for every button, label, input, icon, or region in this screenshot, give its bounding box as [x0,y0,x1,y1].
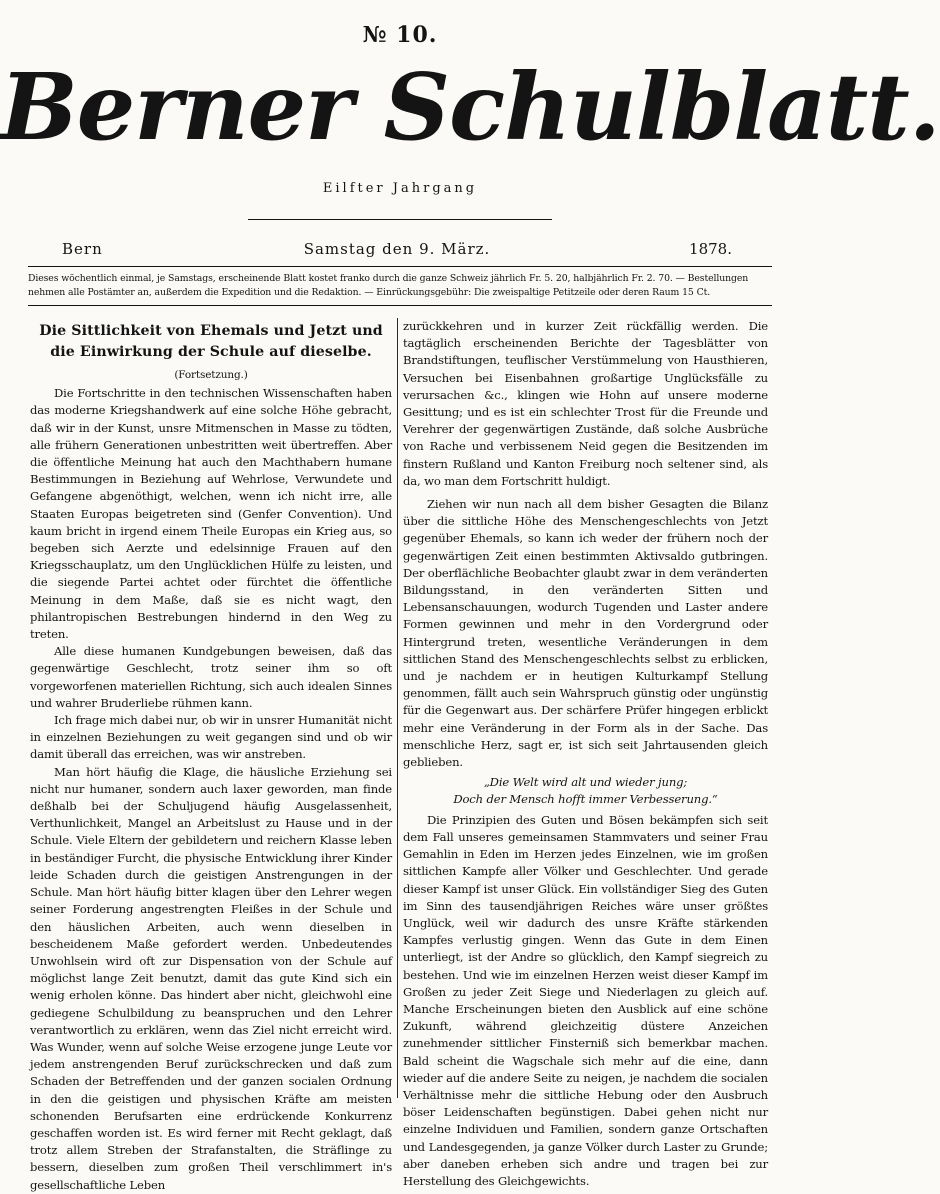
verse-line: „Die Welt wird alt und wieder jung; [483,775,688,790]
verse-line: Doch der Mensch hofft immer Verbesserung.“ [453,792,718,807]
issue-date: Samstag den 9. März. [303,240,491,258]
notice-line: Dieses wöchentlich einmal, je Samstags, erscheinende Blatt kostet franko durch die ganze Schweiz jährlich Fr. 5. 20, halbjährlich Fr. 2. 70. — Bestellungen [28,273,749,284]
article-title: Die Sittlichkeit von Ehemals und Jetzt und die Einwirkung der Schule auf dieselbe. [39,323,383,360]
verse-quote [403,774,768,808]
paragraph: Alle diese humanen Kundgebungen beweisen, daß das gegenwärtige Geschlecht, trotz seiner ihm so oft vorgeworfenen materiellen Richtung, sich auch idealen Sinnes und wahrer Bruderliebe rühmen kann. [30,644,392,710]
masthead-title: Berner Schulblatt. [0,53,940,161]
left-column [30,318,392,1194]
place: Bern [62,240,103,258]
header-rule [248,219,552,220]
column-divider [397,318,398,1098]
right-column [403,318,768,1190]
dateline [62,240,732,262]
continuation-note: (Fortsetzung.) [174,369,248,381]
paragraph: zurückkehren und in kurzer Zeit rückfällig werden. Die tagtäglich erscheinenden Berichte der Tagesblätter von Brandstiftungen, teuflischer Verstümmelung von Hausthieren, Versuchen bei Eisenbahnen großartige Unglücksfälle zu verursachen &c., klingen wie Hohn auf unsere moderne Gesittung; und es ist ein schlechter Trost für die Freunde und Verehrer der gegenwärtigen Zustände, daß solche Ausbrüche von Rache und verbissenem Neid gegen die Besitzenden im finstern Rußland und Kanton Freiburg noch seltener sind, als da, wo man dem Fortschritt huldigt. [403,319,768,488]
volume-line: Eilfter Jahrgang [322,181,478,196]
year: 1878. [689,240,732,258]
notice-line: nehmen alle Postämter an, außerdem die Expedition und die Redaktion. — Einrückungsgebühr: Die zweispaltige Petitzeile oder deren Raum 15 Ct. [28,287,711,298]
subscription-notice [28,266,772,306]
issue-number: № 10. [362,22,438,48]
paragraph: Ziehen wir nun nach all dem bisher Gesagten die Bilanz über die sittliche Höhe des Menschengeschlechts von Jetzt gegenüber Ehemals, so kann ich weder der frühern noch der gegenwärtigen Zeit einen bestimmten Aktivsaldo gutbringen. Der oberflächliche Beobachter glaubt zwar in dem veränderten Bildungsstand, in den veränderten Sitten und Lebensanschauungen, wodurch Tugenden und Laster andere Formen gewinnen und mehr in den Vordergrund oder Hintergrund treten, wesentliche Veränderungen in dem sittlichen Stand des Menschengeschlechts selbst zu erblicken, und je nachdem er in heutigen Kulturkampf Stellung genommen, fällt auch sein Wahrspruch günstig oder ungünstig für die Gegenwart aus. Der schärfere Prüfer hingegen erblickt mehr eine Veränderung in der Form als in der Sache. Das menschliche Herz, sagt er, ist sich seit Jahrtausenden gleich geblieben. [403,497,768,770]
paragraph: Man hört häufig die Klage, die häusliche Erziehung sei nicht nur humaner, sondern auch laxer geworden, man finde deßhalb bei der Schuljugend häufig Ausgelassenheit, Verthunlichkeit, Mangel an Arbeitslust zu Hause und in der Schule. Viele Eltern der gebildetern und reichern Klasse leben in beständiger Furcht, die physische Entwicklung ihrer Kinder leide Schaden durch die geistigen Anstrengungen in der Schule. Man hört häufig bitter klagen über den Lehrer wegen seiner Forderung angestrengten Fleißes in der Schule und den häuslichen Arbeiten, auch wenn dieselben in bescheidenem Maße gefordert werden. Unbedeutendes Unwohlsein wird oft zur Dispensation von der Schule auf möglichst lange Zeit benutzt, damit das gute Kind sich ein wenig erholen könne. Das hindert aber nicht, gleichwohl eine gediegene Schulbildung zu beanspruchen und den Lehrer verantwortlich zu erklären, wenn das Ziel nicht erreicht wird. Was Wunder, wenn auf solche Weise erzogene junge Leute vor jedem anstrengenden Beruf zurückschrecken und daß zum Schaden der Betreffenden und der ganzen socialen Ordnung in den die geistigen und physischen Kräfte am meisten schonenden Berufsarten eine erdrückende Konkurrenz geschaffen worden ist. Es wird ferner mit Recht geklagt, daß trotz allem Streben der Strafanstalten, die Sträflinge zu bessern, dieselben zum großen Theil verschlimmert in's gesellschaftliche Leben [30,764,392,1192]
paragraph: Die Fortschritte in den technischen Wissenschaften haben das moderne Kriegshandwerk auf eine solche Höhe gebracht, daß wir in der Kunst, unsre Mitmenschen in Masse zu tödten, alle frühern Generationen unbestritten weit übertreffen. Aber die öffentliche Meinung hat auch den Machthabern humane Bestimmungen in Beziehung auf Wehrlose, Verwundete und Gefangene abgenöthigt, welchen, wenn ich nicht irre, alle Staaten Europas beigetreten sind (Genfer Convention). Und kaum bricht in irgend einem Theile Europas ein Krieg aus, so begeben sich Aerzte und edelsinnige Frauen auf den Kriegsschauplatz, um den Unglücklichen Hülfe zu leisten, und die siegende Partei achtet oder fürchtet die öffentliche Meinung in dem Maße, daß sie es nicht wagt, den philantropischen Bestrebungen hindernd in den Weg zu treten. [30,386,392,642]
paragraph: Die Prinzipien des Guten und Bösen bekämpfen sich seit dem Fall unseres gemeinsamen Stammvaters und seiner Frau Gemahlin in Eden im Herzen jedes Einzelnen, wie im großen sittlichen Kampfe aller Völker und Geschlechter. Und gerade dieser Kampf ist unser Glück. Ein vollständiger Sieg des Guten im Sinn des tausendjährigen Reiches wäre unser größtes Unglück, weil wir dadurch des unsre Kräfte stärkenden Kampfes verlustig gingen. Wenn das Gute in dem Einen unterliegt, ist der Andre so glücklich, den Kampf siegreich zu bestehen. Und wie im einzelnen Herzen weist dieser Kampf im Großen zu jeder Zeit Siege und Niederlagen zu gleich auf. Manche Erscheinungen bieten den Ausblick auf eine schöne Zukunft, während gleichzeitig düstere Anzeichen zunehmender sittlicher Finsterniß sich bemerkbar machen. Bald scheint die Wagschale sich mehr auf die eine, dann wieder auf die andere Seite zu neigen, je nachdem die socialen Verhältnisse mehr die sittliche Hebung oder den Ausbruch böser Leidenschaften begünstigen. Dabei gehen nicht nur einzelne Individuen und Familien, sondern ganze Ortschaften und Landesgegenden, ja ganze Völker durch Laster zu Grunde; aber daneben erheben sich andre und tragen bei zur Herstellung des Gleichgewichts. [403,812,768,1188]
paragraph: Ich frage mich dabei nur, ob wir in unsrer Humanität nicht in einzelnen Beziehungen zu weit gegangen sind und ob wir damit überall das erreichen, was wir anstreben. [30,713,392,762]
